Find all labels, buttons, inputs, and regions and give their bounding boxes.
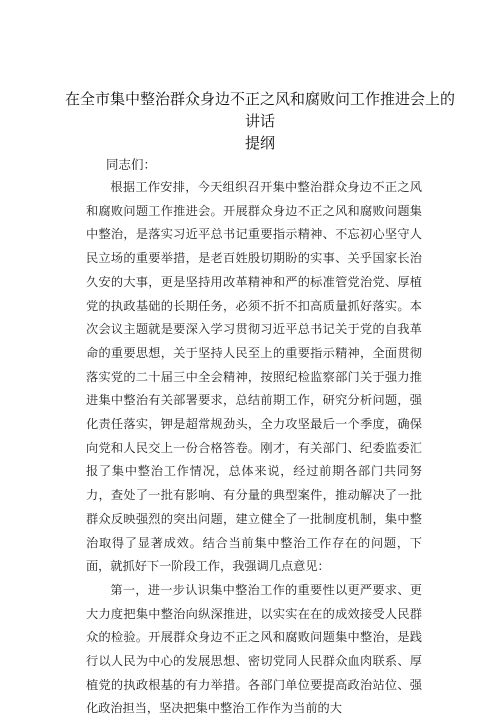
document-title bbox=[60, 88, 460, 154]
salutation: 同志们： bbox=[106, 157, 157, 172]
title-line-1: 在全市集中整治群众身边不正之风和腐败问工作推进会上的讲话 bbox=[64, 90, 455, 130]
document-body bbox=[86, 154, 422, 721]
paragraph-intro: 根据工作安排，今天组织召开集中整治群众身边不正之风和腐败问题工作推进会。开展群众身边不正之风和腐败问题集中整治，是落实习近平总书记重要指示精神、不忘初心坚守人民立场的重要举措，是老百姓殷切期盼的实事、关乎国家长治久安的大事，更是坚持用改革精神和严的标准管党治党、厚植党的执政基础的长期任务，必须不折不扣高质量抓好落实。本次会议主题就是要深入学习贯彻习近平总书记关于党的自我革命的重要思想，关于坚持人民至上的重要指示精神，全面贯彻落实党的二十届三中全会精神，按照纪检监察部门关于强力推进集中整治有关部署要求，总结前期工作，研究分析问题，强化责任落实，钾是超常规劲头，全力攻坚最后一个季度，确保向党和人民交上一份合格答卷。刚才，有关部门、纪委监委汇报了集中整治工作情况，总体来说，经过前期各部门共同努力，查处了一批有影响、有分量的典型案件，推动解决了一批群众反映强烈的突出问题，建立健全了一批制度机制，集中整治取得了显著成效。结合当前集中整治工作存在的问题，下面，就抓好下一阶段工作，我强调几点意见： bbox=[86, 180, 422, 574]
title-line-2: 提纲 bbox=[244, 134, 275, 152]
paragraph-first-point: 第一，进一步认识集中整治工作的重要性以更严要求、更大力度把集中整治向纵深推进，以实实在在的成效接受人民群众的检验。开展群众身边不正之风和腐败问题集中整治，是践行以人民为中心的发展思想、密切党同人民群众血肉联系、厚植党的执政根基的有力举措。各部门单位要提高政治站位、强化政治担当，坚决把集中整治工作作为当前的大 bbox=[86, 582, 422, 716]
